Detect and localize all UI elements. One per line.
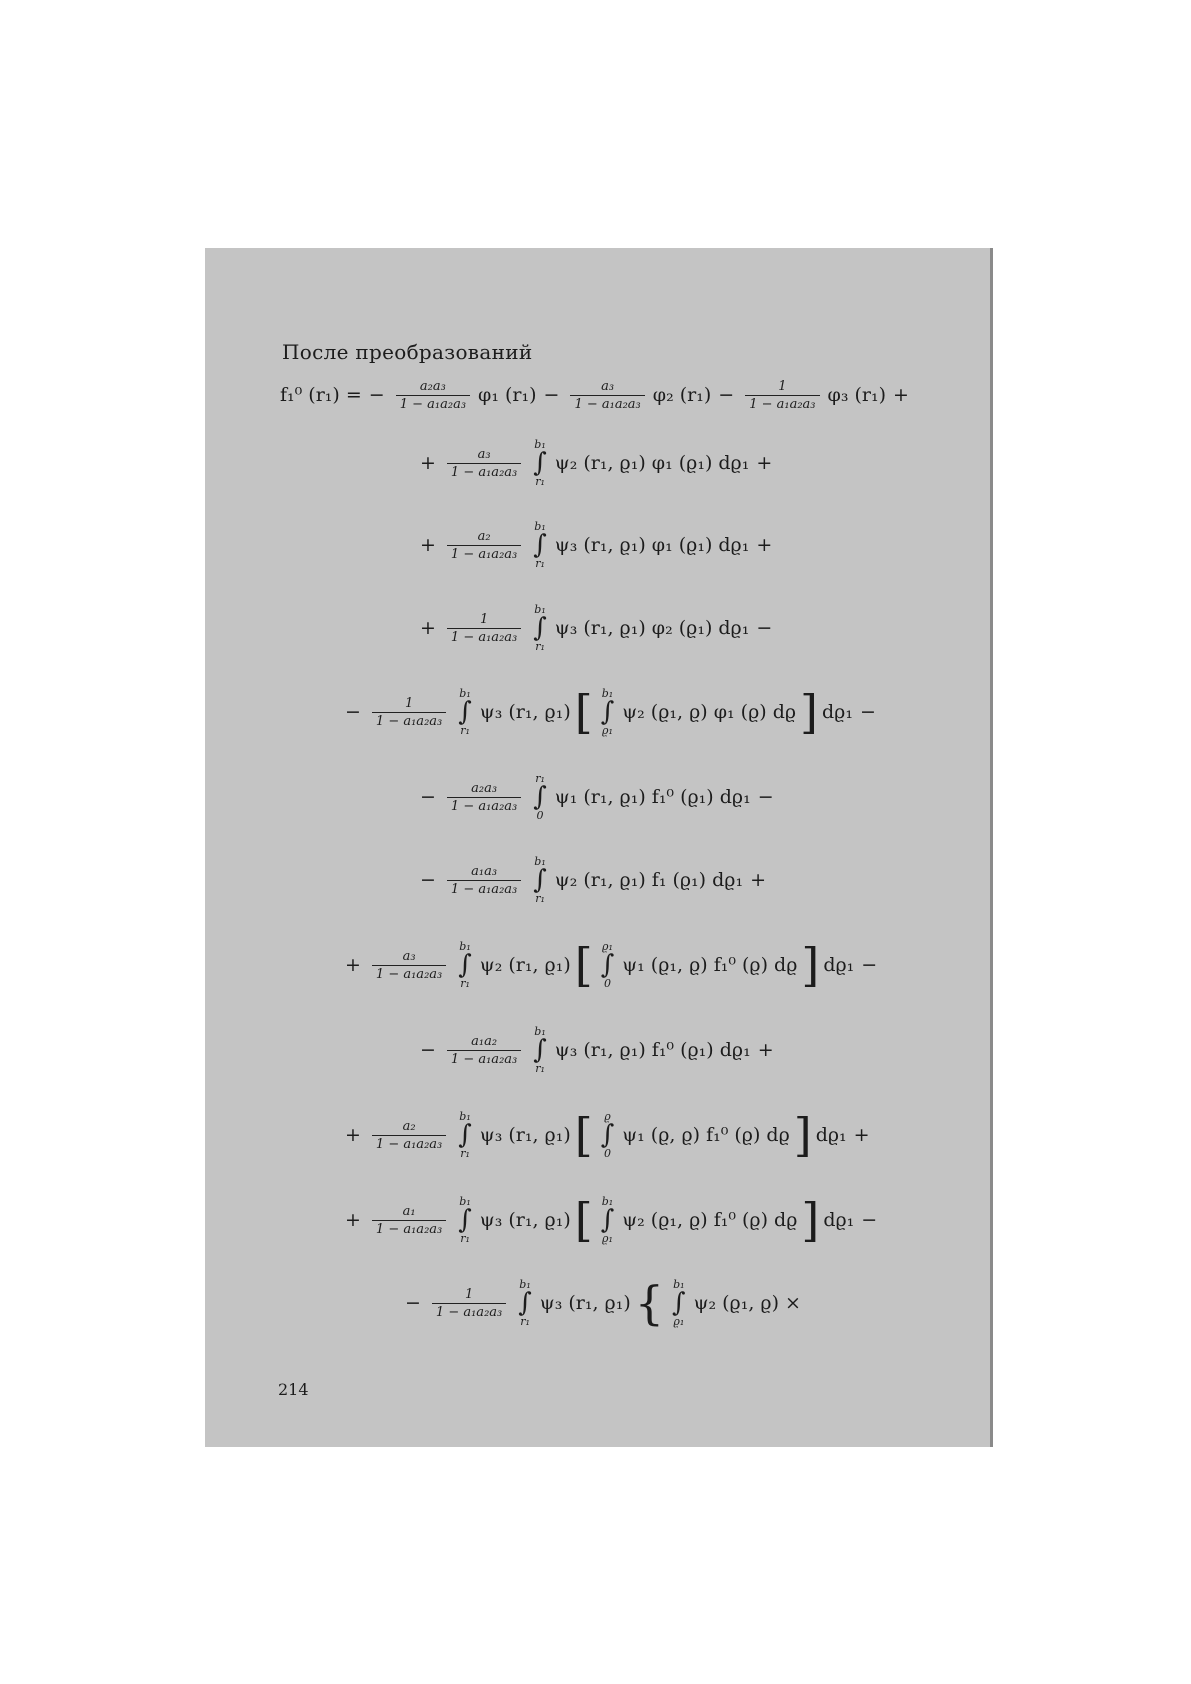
operator: − xyxy=(757,786,774,808)
fraction-numerator: a₃ xyxy=(477,446,491,462)
integral xyxy=(672,1279,686,1327)
math-term: ψ₃ (r₁, ϱ₁) φ₂ (ϱ₁) dϱ₁ xyxy=(554,617,750,639)
bracket: ] xyxy=(801,1193,820,1247)
fraction-denominator: 1 − a₁a₂a₃ xyxy=(745,395,819,412)
integral-lower-limit: ϱ₁ xyxy=(602,1232,613,1245)
fraction-numerator: 1 xyxy=(464,1286,474,1302)
integral-sign: ∫ xyxy=(518,1288,532,1318)
operator: + xyxy=(420,534,436,556)
intro-text: После преобразований xyxy=(282,340,533,364)
fraction-denominator: 1 − a₁a₂a₃ xyxy=(372,965,446,982)
integral-upper-limit: b₁ xyxy=(673,1278,685,1291)
math-term: ψ₁ (ϱ, ϱ) f₁⁰ (ϱ) dϱ xyxy=(622,1124,790,1146)
math-term: ψ₃ (r₁, ϱ₁) xyxy=(479,1209,571,1231)
integral xyxy=(533,1026,547,1074)
math-term: φ₃ (r₁) xyxy=(827,384,886,406)
math-term: ψ₁ (r₁, ϱ₁) f₁⁰ (ϱ₁) dϱ₁ xyxy=(554,786,751,808)
math-term: dϱ₁ xyxy=(823,1209,855,1231)
fraction-denominator: 1 − a₁a₂a₃ xyxy=(447,545,521,562)
integral-upper-limit: b₁ xyxy=(534,603,546,616)
integral-sign: ∫ xyxy=(600,1120,615,1150)
bracket: [ xyxy=(574,938,593,992)
integral-upper-limit: b₁ xyxy=(519,1278,531,1291)
fraction-numerator: a₃ xyxy=(402,948,416,964)
fraction xyxy=(447,529,521,562)
operator: − xyxy=(756,617,773,639)
integral-sign: ∫ xyxy=(600,950,615,980)
integral xyxy=(533,856,547,904)
equation-line xyxy=(340,682,881,742)
integral-upper-limit: b₁ xyxy=(534,520,546,533)
fraction-denominator: 1 − a₁a₂a₃ xyxy=(432,1303,506,1320)
math-term: f₁⁰ (r₁) = xyxy=(280,384,362,406)
fraction xyxy=(447,1034,521,1067)
math-term: dϱ₁ xyxy=(815,1124,847,1146)
integral xyxy=(458,1196,472,1244)
integral xyxy=(533,521,547,569)
equation-line xyxy=(415,433,777,493)
fraction xyxy=(447,612,521,645)
math-term: ψ₂ (ϱ₁, ϱ) f₁⁰ (ϱ) dϱ xyxy=(622,1209,798,1231)
equation-line xyxy=(400,1273,803,1333)
math-term: ψ₂ (r₁, ϱ₁) xyxy=(479,954,571,976)
operator: − xyxy=(420,869,436,891)
integral-upper-limit: r₁ xyxy=(535,772,545,785)
fraction-numerator: 1 xyxy=(778,378,787,394)
math-term: ψ₃ (r₁, ϱ₁) f₁⁰ (ϱ₁) dϱ₁ xyxy=(554,1039,751,1061)
integral xyxy=(458,688,472,736)
integral-sign: ∫ xyxy=(672,1288,686,1318)
math-term: dϱ₁ xyxy=(823,954,855,976)
integral xyxy=(601,941,615,989)
fraction xyxy=(372,949,446,982)
equation-line xyxy=(415,1020,779,1080)
integral-sign: ∫ xyxy=(533,1035,547,1065)
integral-sign: ∫ xyxy=(458,1205,472,1235)
fraction-denominator: 1 − a₁a₂a₃ xyxy=(372,712,446,729)
fraction-numerator: a₁a₃ xyxy=(471,863,498,879)
integral-lower-limit: ϱ₁ xyxy=(602,724,613,737)
math-term: ψ₂ (ϱ₁, ϱ) φ₁ (ϱ) dϱ xyxy=(622,701,797,723)
fraction-denominator: 1 − a₁a₂a₃ xyxy=(372,1135,446,1152)
integral-lower-limit: 0 xyxy=(603,1147,611,1160)
fraction-denominator: 1 − a₁a₂a₃ xyxy=(447,880,521,897)
integral-lower-limit: r₁ xyxy=(520,1315,530,1328)
fraction xyxy=(372,1119,446,1152)
integral-upper-limit: b₁ xyxy=(459,940,471,953)
integral-upper-limit: b₁ xyxy=(534,1025,546,1038)
fraction xyxy=(745,379,819,412)
math-term: ψ₂ (r₁, ϱ₁) φ₁ (ϱ₁) dϱ₁ xyxy=(554,452,750,474)
equation-line xyxy=(340,935,882,995)
equation-line xyxy=(340,1105,875,1165)
integral xyxy=(533,604,547,652)
integral-lower-limit: r₁ xyxy=(535,892,545,905)
integral xyxy=(458,941,472,989)
integral-lower-limit: 0 xyxy=(536,809,544,822)
operator: + xyxy=(750,869,766,891)
operator: − xyxy=(543,384,560,406)
fraction xyxy=(396,379,470,412)
bracket: [ xyxy=(574,1108,593,1162)
math-term: ψ₃ (r₁, ϱ₁) xyxy=(479,701,571,723)
operator: + xyxy=(756,534,773,556)
fraction-numerator: a₁a₂ xyxy=(471,1033,498,1049)
integral-lower-limit: r₁ xyxy=(460,977,470,990)
operator: − xyxy=(859,701,876,723)
integral-sign: ∫ xyxy=(533,530,547,560)
integral-upper-limit: b₁ xyxy=(601,1195,614,1208)
fraction-denominator: 1 − a₁a₂a₃ xyxy=(447,797,521,814)
equation-line xyxy=(340,1190,882,1250)
fraction-numerator: a₂a₃ xyxy=(471,780,498,796)
integral-sign: ∫ xyxy=(533,782,547,812)
integral-lower-limit: r₁ xyxy=(460,1232,470,1245)
bracket: ] xyxy=(801,938,820,992)
fraction-denominator: 1 − a₁a₂a₃ xyxy=(570,395,644,412)
math-term: φ₁ (r₁) xyxy=(478,384,537,406)
integral-sign: ∫ xyxy=(458,950,472,980)
operator: − xyxy=(718,384,735,406)
operator: + xyxy=(853,1124,870,1146)
operator: − xyxy=(405,1292,421,1314)
integral-upper-limit: b₁ xyxy=(459,1195,471,1208)
fraction-numerator: a₁ xyxy=(402,1203,416,1219)
integral-upper-limit: b₁ xyxy=(534,855,546,868)
bracket: ] xyxy=(800,685,818,739)
integral-lower-limit: r₁ xyxy=(535,557,545,570)
bracket: [ xyxy=(574,685,593,739)
integral xyxy=(458,1111,472,1159)
integral-sign: ∫ xyxy=(533,448,547,478)
operator: + xyxy=(345,1124,361,1146)
fraction-denominator: 1 − a₁a₂a₃ xyxy=(447,463,521,480)
math-term: φ₂ (r₁) xyxy=(652,384,712,406)
integral-lower-limit: r₁ xyxy=(535,1062,545,1075)
integral-upper-limit: b₁ xyxy=(601,687,614,700)
equation-line xyxy=(415,767,779,827)
operator: − xyxy=(368,384,385,406)
operator: + xyxy=(420,452,436,474)
operator: − xyxy=(345,701,361,723)
fraction-numerator: a₃ xyxy=(601,378,615,394)
fraction-numerator: 1 xyxy=(479,611,489,627)
integral-sign: ∫ xyxy=(600,1205,615,1235)
fraction-denominator: 1 − a₁a₂a₃ xyxy=(396,395,470,412)
operator: + xyxy=(756,452,773,474)
integral-upper-limit: b₁ xyxy=(534,438,546,451)
integral-lower-limit: r₁ xyxy=(460,1147,470,1160)
operator: − xyxy=(420,786,436,808)
integral-sign: ∫ xyxy=(533,865,547,895)
math-term: dϱ₁ xyxy=(822,701,853,723)
fraction xyxy=(372,696,446,729)
integral-sign: ∫ xyxy=(600,697,615,727)
fraction-numerator: 1 xyxy=(404,695,414,711)
operator: + xyxy=(345,1209,361,1231)
fraction xyxy=(447,447,521,480)
integral-upper-limit: ϱ₁ xyxy=(602,940,613,953)
bracket: [ xyxy=(574,1193,593,1247)
fraction xyxy=(432,1287,506,1320)
math-term: ψ₂ (r₁, ϱ₁) f₁ (ϱ₁) dϱ₁ xyxy=(554,869,744,891)
operator: + xyxy=(757,1039,774,1061)
integral xyxy=(601,688,615,736)
operator: + xyxy=(893,384,909,406)
equation-line xyxy=(415,850,771,910)
fraction xyxy=(372,1204,446,1237)
integral xyxy=(601,1111,615,1159)
integral-sign: ∫ xyxy=(533,613,547,643)
fraction-denominator: 1 − a₁a₂a₃ xyxy=(447,628,521,645)
operator: − xyxy=(420,1039,436,1061)
fraction xyxy=(447,781,521,814)
integral-lower-limit: ϱ₁ xyxy=(673,1315,685,1328)
integral-sign: ∫ xyxy=(458,697,472,727)
operator: − xyxy=(861,954,878,976)
math-term: ψ₂ (ϱ₁, ϱ) × xyxy=(693,1292,801,1314)
operator: − xyxy=(861,1209,878,1231)
bracket: { xyxy=(634,1276,665,1330)
fraction xyxy=(570,379,644,412)
fraction-numerator: a₂a₃ xyxy=(419,378,446,394)
integral xyxy=(533,439,547,487)
equation-line xyxy=(415,598,777,658)
fraction-denominator: 1 − a₁a₂a₃ xyxy=(372,1220,446,1237)
equation-line xyxy=(278,365,914,425)
page-number: 214 xyxy=(278,1380,309,1399)
equation-line xyxy=(415,515,777,575)
operator: + xyxy=(345,954,361,976)
fraction-denominator: 1 − a₁a₂a₃ xyxy=(447,1050,521,1067)
integral xyxy=(518,1279,532,1327)
fraction-numerator: a₂ xyxy=(477,528,491,544)
math-term: ψ₃ (r₁, ϱ₁) xyxy=(539,1292,631,1314)
fraction xyxy=(447,864,521,897)
integral-upper-limit: ϱ xyxy=(604,1110,611,1123)
scanned-page xyxy=(205,248,993,1447)
operator: + xyxy=(420,617,436,639)
integral xyxy=(601,1196,615,1244)
integral-upper-limit: b₁ xyxy=(459,1110,471,1123)
integral-sign: ∫ xyxy=(458,1120,472,1150)
bracket: ] xyxy=(793,1108,812,1162)
math-term: ψ₁ (ϱ₁, ϱ) f₁⁰ (ϱ) dϱ xyxy=(622,954,798,976)
integral-upper-limit: b₁ xyxy=(459,687,471,700)
integral-lower-limit: r₁ xyxy=(460,724,470,737)
integral-lower-limit: r₁ xyxy=(535,640,545,653)
fraction-numerator: a₂ xyxy=(402,1118,416,1134)
math-term: ψ₃ (r₁, ϱ₁) φ₁ (ϱ₁) dϱ₁ xyxy=(554,534,750,556)
integral xyxy=(533,773,547,821)
integral-lower-limit: 0 xyxy=(603,977,611,990)
math-term: ψ₃ (r₁, ϱ₁) xyxy=(479,1124,571,1146)
integral-lower-limit: r₁ xyxy=(535,475,545,488)
